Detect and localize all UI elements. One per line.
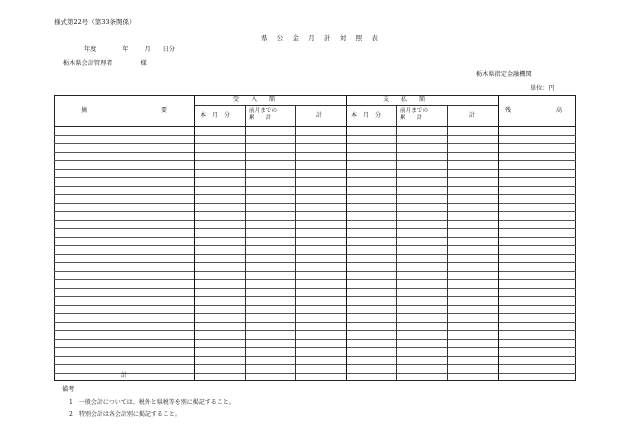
remark-item-2: 2 特別会計は各会計別に掲記すること。 [69, 411, 181, 418]
balance-header-2: 高 [556, 107, 563, 114]
payments-cumulative-line1: 前月までの [400, 108, 428, 114]
payments-divider-2 [447, 105, 448, 381]
receipts-cumulative-line2: 累 計 [249, 115, 272, 121]
receipts-payments-divider [346, 95, 347, 381]
fiscal-year-label: 年度 [84, 46, 97, 53]
month-label: 月 [144, 46, 151, 53]
currency-unit: 単位：円 [530, 85, 555, 92]
payments-divider-1 [396, 105, 397, 381]
receipts-divider-2 [295, 105, 296, 381]
receipts-this-month-header: 本 月 分 [200, 112, 231, 119]
header-bottom-line [54, 126, 576, 127]
payments-cumulative-line2: 累 計 [400, 115, 423, 121]
balance-header-1: 残 [505, 107, 512, 114]
addressee-honorific: 様 [140, 60, 147, 67]
day-period-label: 日分 [162, 46, 176, 53]
receipts-divider-1 [245, 105, 246, 381]
balance-column-divider [498, 95, 499, 381]
payments-cumulative-header [400, 108, 428, 122]
total-row-label: 計 [121, 372, 128, 379]
receipts-group-header: 受 入 額 [233, 96, 276, 103]
form-number: 様式第22号（第33条関係） [54, 18, 136, 26]
addressee-name: 栃木県会計管理者 [63, 60, 113, 67]
payments-this-month-header: 本 月 分 [351, 112, 382, 119]
summary-header-1: 摘 [81, 107, 88, 114]
receipts-cumulative-line1: 前月までの [249, 108, 277, 114]
summary-column-divider [194, 95, 195, 381]
payments-group-header: 支 払 額 [383, 96, 426, 103]
summary-header-2: 要 [161, 107, 168, 114]
fiscal-period-line [84, 47, 175, 53]
document-title: 県 公 金 月 計 対 照 表 [261, 34, 382, 42]
receipts-total-header: 計 [316, 112, 323, 119]
remarks-title: 備考 [62, 386, 75, 393]
addressee [63, 61, 147, 67]
payments-total-header: 計 [469, 112, 476, 119]
designated-bank: 栃木県指定金融機関 [476, 71, 532, 78]
remark-item-1: 1 一般会計については、税外と県税等を別に掲記すること。 [69, 399, 235, 406]
year-label: 年 [122, 46, 129, 53]
receipts-cumulative-header [249, 108, 277, 122]
group-subheader-line [194, 105, 498, 106]
